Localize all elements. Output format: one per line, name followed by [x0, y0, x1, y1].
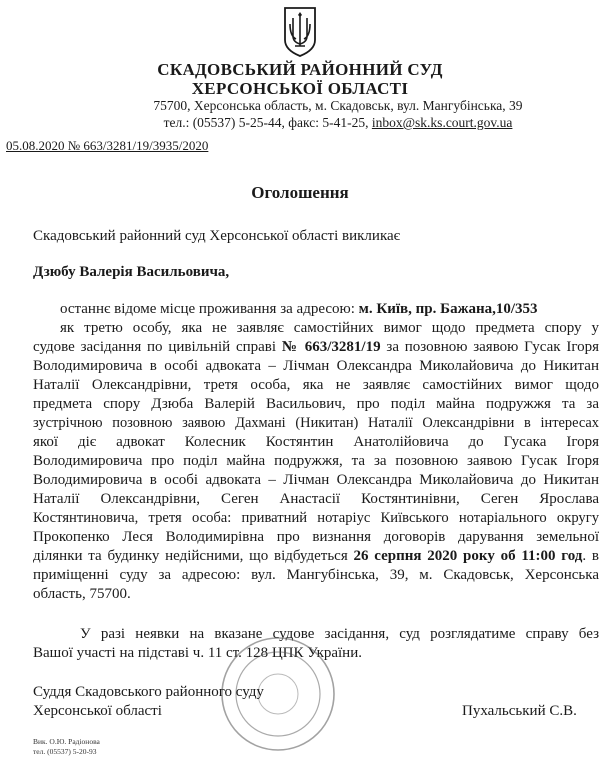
addressee-name: Дзюбу Валерія Васильовича,: [33, 264, 230, 280]
body-line: Костянтиновича, третя особа: приватний нотаріус Київського нотаріального округу: [33, 510, 599, 526]
reference-number: 05.08.2020 № 663/3281/19/3935/2020: [6, 138, 209, 153]
body-line: як третю особу, яка не заявляє самостійних вимог щодо предмета спору у: [60, 320, 599, 336]
body-line: судове засідання по цивільній справі № 663/3281/19 за позовною заявою Гусак Ігоря: [33, 339, 600, 355]
court-name-line2: ХЕРСОНСЬКОЇ ОБЛАСТІ: [191, 79, 409, 98]
body-line: Володимировича про поділ майна подружжя, та за позовною заявою Гусак Ігоря: [33, 453, 599, 469]
body-line: Володимировича в особі адвоката – Лічман Олександра Миколайовича до Никитан: [33, 472, 599, 488]
body-line: якої діє адвокат Колесник Костянтин Анатолійовича до Гусака Ігоря: [33, 434, 599, 450]
body-line: останнє відоме місце проживання за адресою: м. Київ, пр. Бажана,10/353: [60, 301, 538, 317]
judge-name: Пухальський С.В.: [462, 703, 577, 719]
court-name-line1: СКАДОВСЬКИЙ РАЙОННИЙ СУД: [157, 60, 443, 79]
body-line: Прокопенко Леся Володимирівна про визнання договорів дарування земельної: [33, 529, 599, 545]
case-number: № 663/3281/19: [281, 339, 381, 355]
judge-position-line1: Суддя Скадовського районного суду: [33, 684, 264, 700]
body-line: Володимировича в особі адвоката – Лічман Олександра Миколайовича до Никитан: [33, 358, 599, 374]
page-title: Оголошення: [251, 183, 349, 202]
body-line: зустрічною позовною заявою Дахмані (Никитан) Наталії Олександрівни в інтересах: [33, 415, 599, 431]
intro-text: Скадовський районний суд Херсонської області викликає: [33, 228, 401, 244]
contacts-phone-fax: тел.: (05537) 5-25-44, факс: 5-41-25,: [163, 115, 372, 130]
court-address: 75700, Херсонська область, м. Скадовськ, вул. Мангубінська, 39: [153, 98, 523, 113]
body-line: ділянки та будинку недійсними, що відбудеться 26 серпня 2020 року об 11:00 год. в: [33, 548, 600, 564]
coat-of-arms-icon: [283, 6, 317, 58]
hearing-datetime: 26 серпня 2020 року об 11:00 год: [353, 548, 583, 564]
executor-phone: тел. (05537) 5-20-93: [33, 747, 97, 756]
body-line: приміщенні суду за адресою: вул. Мангубінська, 39, м. Скадовськ, Херсонська: [33, 567, 599, 583]
court-contacts: [38, 115, 600, 131]
body-line: область, 75700.: [33, 586, 131, 602]
executor-name: Вик. О.Ю. Радіонова: [33, 737, 100, 746]
judge-position-line2: Херсонської області: [33, 703, 162, 719]
email-link[interactable]: inbox@sk.ks.court.gov.ua: [371, 115, 513, 130]
body-line: Наталії Олександрівни, Сеген Анастасії Костянтинівни, Сеген Ярослава: [33, 491, 599, 507]
residence-address: м. Київ, пр. Бажана,10/353: [358, 301, 538, 317]
body-line: Наталії Олександрівни, третя особа, яка не заявляє самостійних вимог щодо: [33, 377, 599, 393]
body-line: предмета спору Дзюба Валерій Васильович, про поділ майна подружжя та за: [33, 396, 599, 412]
notice-line: У разі неявки на вказане судове засідання, суд розглядатиме справу без: [80, 626, 599, 642]
notice-line: Вашої участі на підставі ч. 11 ст. 128 ЦПК України.: [33, 645, 362, 661]
